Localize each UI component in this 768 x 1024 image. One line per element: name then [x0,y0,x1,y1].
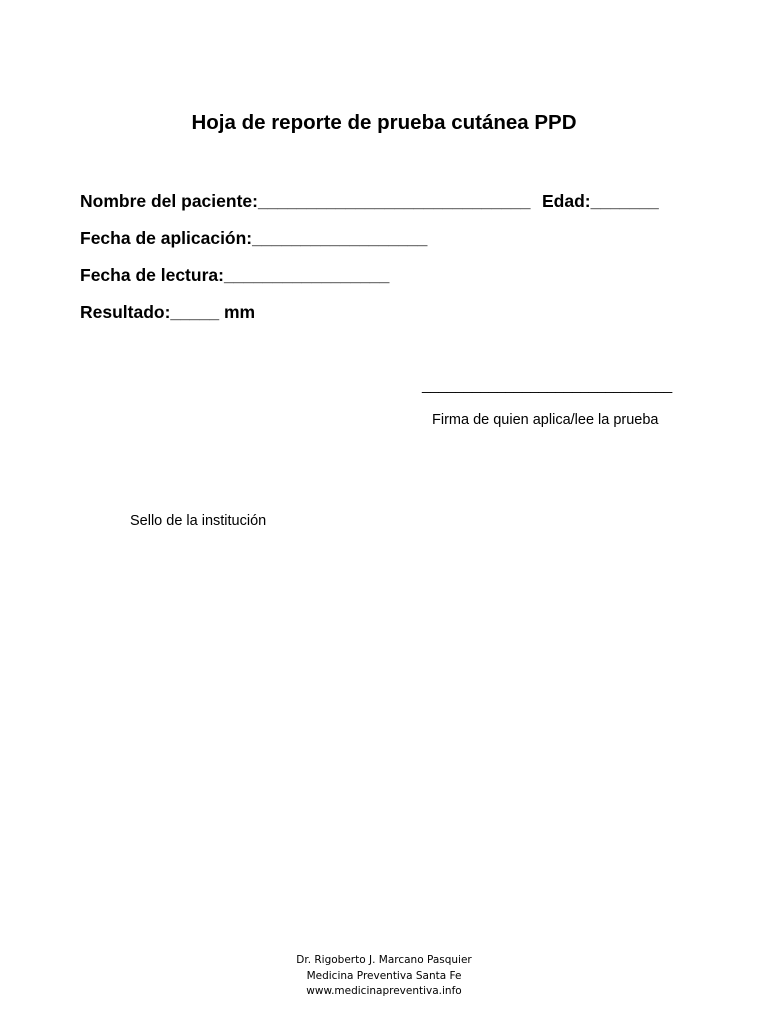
application-date-field: Fecha de aplicación:__________________ [80,228,428,248]
page-footer [0,953,768,1000]
age-field: Edad:_______ [542,191,659,211]
footer-website[interactable]: www.medicinapreventiva.info [306,985,462,997]
footer-organization: Medicina Preventiva Santa Fe [306,969,462,982]
signature-label: Firma de quien aplica/lee la prueba [432,412,659,428]
result-field: Resultado:_____ mm [80,302,256,322]
footer-author: Dr. Rigoberto J. Marcano Pasquier [296,954,472,966]
signature-line: ______________________________ [422,377,673,394]
document-title: Hoja de reporte de prueba cutánea PPD [191,111,577,134]
reading-date-field: Fecha de lectura:_________________ [80,265,390,285]
institution-stamp-label: Sello de la institución [130,513,267,529]
patient-name-field: Nombre del paciente:____________________________ [80,191,531,211]
